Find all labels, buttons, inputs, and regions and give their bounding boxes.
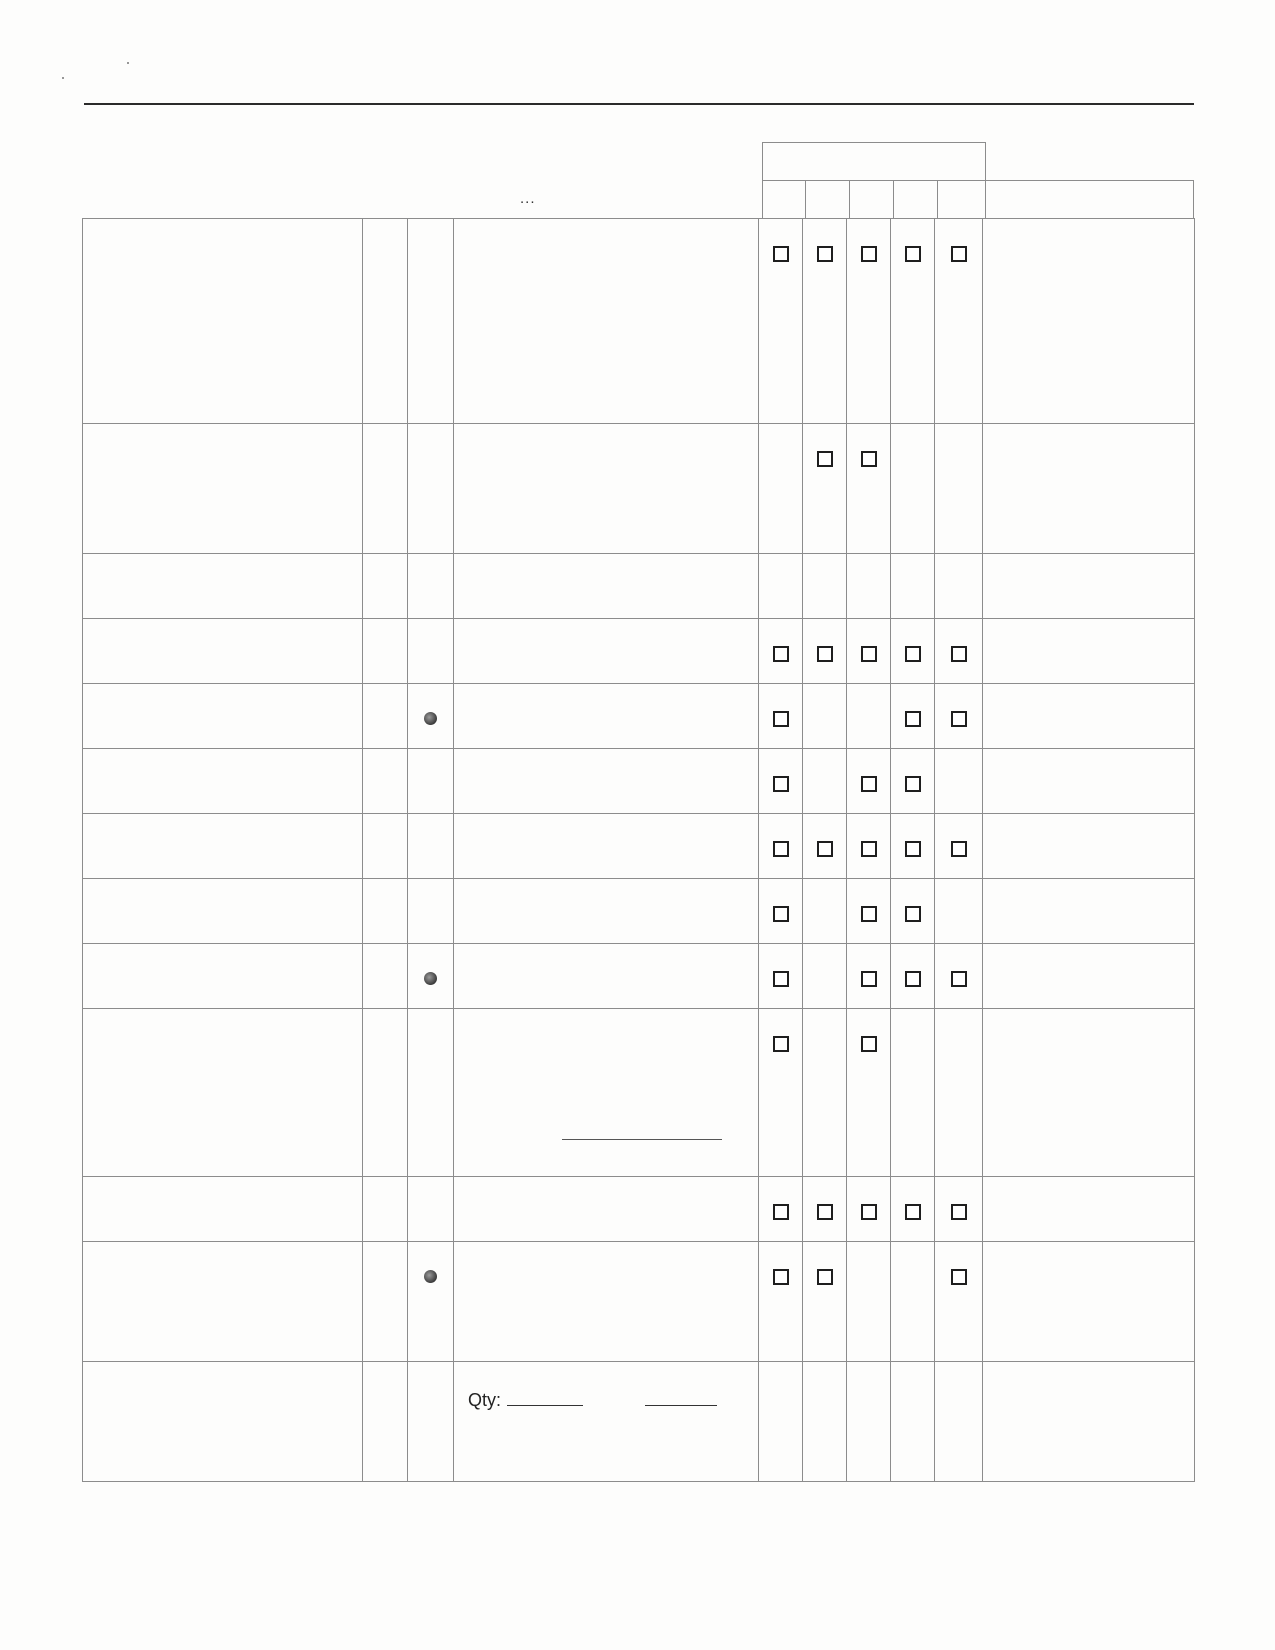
option-cell-3 [847, 879, 891, 944]
checkbox[interactable] [905, 841, 921, 857]
item-cell [83, 619, 363, 684]
options-group-header [762, 142, 986, 180]
description-cell [454, 749, 759, 814]
option-cell-4 [891, 1009, 935, 1177]
option-cell-5 [935, 1177, 983, 1242]
option-cell-5 [935, 219, 983, 424]
option-cell-4 [891, 554, 935, 619]
checkbox[interactable] [861, 841, 877, 857]
notes-cell [983, 424, 1195, 554]
code-cell [363, 814, 408, 879]
option-cell-2 [803, 944, 847, 1009]
notes-cell [983, 1242, 1195, 1362]
item-cell [83, 554, 363, 619]
option-cell-4 [891, 1177, 935, 1242]
checkbox[interactable] [905, 776, 921, 792]
option-cell-2 [803, 879, 847, 944]
checkbox[interactable] [773, 1269, 789, 1285]
option-cell-5 [935, 424, 983, 554]
item-cell [83, 814, 363, 879]
table-row [83, 219, 1195, 424]
option-cell-1 [759, 1362, 803, 1482]
option-cell-5 [935, 619, 983, 684]
code-cell [363, 1362, 408, 1482]
item-cell [83, 424, 363, 554]
checkbox[interactable] [861, 1036, 877, 1052]
indicator-cell [408, 1362, 454, 1482]
description-cell [454, 684, 759, 749]
checkbox[interactable] [951, 646, 967, 662]
option-cell-4 [891, 219, 935, 424]
checkbox[interactable] [773, 906, 789, 922]
checkbox[interactable] [773, 841, 789, 857]
option-cell-2 [803, 814, 847, 879]
qty-blank-line[interactable] [507, 1405, 583, 1406]
checkbox[interactable] [951, 841, 967, 857]
description-cell [454, 944, 759, 1009]
checkbox[interactable] [773, 1036, 789, 1052]
option-cell-5 [935, 1362, 983, 1482]
notes-cell [983, 814, 1195, 879]
table-row [83, 1009, 1195, 1177]
option-cell-3 [847, 1009, 891, 1177]
option-cell-2 [803, 749, 847, 814]
table-row [83, 749, 1195, 814]
notes-cell [983, 749, 1195, 814]
code-cell [363, 684, 408, 749]
option-cell-5 [935, 1009, 983, 1177]
option-cell-5 [935, 944, 983, 1009]
option-cell-4 [891, 619, 935, 684]
checkbox[interactable] [905, 1204, 921, 1220]
option-cell-1 [759, 749, 803, 814]
checkbox[interactable] [773, 776, 789, 792]
indicator-cell [408, 944, 454, 1009]
option-cell-2 [803, 1242, 847, 1362]
checkbox[interactable] [905, 971, 921, 987]
option-cell-3 [847, 814, 891, 879]
table-row [83, 944, 1195, 1009]
option-cell-5 [935, 1242, 983, 1362]
option-column-header-3 [850, 180, 894, 218]
code-cell [363, 944, 408, 1009]
description-cell [454, 1362, 759, 1482]
description-cell [454, 1242, 759, 1362]
option-cell-2 [803, 219, 847, 424]
option-cell-1 [759, 1009, 803, 1177]
option-cell-2 [803, 1177, 847, 1242]
option-cell-4 [891, 879, 935, 944]
option-cell-3 [847, 684, 891, 749]
scan-speck [127, 62, 129, 64]
option-cell-5 [935, 554, 983, 619]
form-table [82, 218, 1195, 1482]
item-cell [83, 684, 363, 749]
indicator-cell [408, 684, 454, 749]
notes-cell [983, 1177, 1195, 1242]
item-cell [83, 749, 363, 814]
option-cell-1 [759, 219, 803, 424]
code-cell [363, 619, 408, 684]
checkbox[interactable] [817, 246, 833, 262]
option-cell-1 [759, 814, 803, 879]
notes-cell [983, 219, 1195, 424]
item-cell [83, 944, 363, 1009]
checkbox[interactable] [951, 246, 967, 262]
checkbox[interactable] [861, 1204, 877, 1220]
indicator-cell [408, 1009, 454, 1177]
checkbox[interactable] [861, 646, 877, 662]
option-cell-3 [847, 424, 891, 554]
notes-cell [983, 1009, 1195, 1177]
table-row [83, 879, 1195, 944]
option-cell-1 [759, 619, 803, 684]
description-cell [454, 1177, 759, 1242]
notes-cell [983, 554, 1195, 619]
option-column-header-2 [806, 180, 850, 218]
indicator-cell [408, 619, 454, 684]
qty-label: Qty: [468, 1390, 502, 1410]
notes-cell [983, 944, 1195, 1009]
table-row [83, 1362, 1195, 1482]
option-cell-5 [935, 814, 983, 879]
option-cell-4 [891, 684, 935, 749]
checkbox[interactable] [861, 776, 877, 792]
checkbox[interactable] [951, 971, 967, 987]
checkbox[interactable] [861, 906, 877, 922]
option-cell-2 [803, 619, 847, 684]
option-cell-3 [847, 1177, 891, 1242]
option-cell-2 [803, 1362, 847, 1482]
notes-cell [983, 619, 1195, 684]
checkbox[interactable] [773, 646, 789, 662]
option-cell-3 [847, 619, 891, 684]
table-row [83, 554, 1195, 619]
item-cell [83, 1242, 363, 1362]
code-cell [363, 1177, 408, 1242]
secondary-blank-line[interactable] [645, 1405, 717, 1406]
code-cell [363, 424, 408, 554]
indicator-cell [408, 1242, 454, 1362]
notes-cell [983, 879, 1195, 944]
description-cell [454, 219, 759, 424]
option-cell-4 [891, 749, 935, 814]
option-cell-5 [935, 749, 983, 814]
option-cell-4 [891, 424, 935, 554]
description-cell [454, 1009, 759, 1177]
indicator-cell [408, 1177, 454, 1242]
option-cell-4 [891, 1362, 935, 1482]
indicator-dot-icon [424, 972, 437, 985]
option-cell-1 [759, 554, 803, 619]
checkbox[interactable] [905, 711, 921, 727]
option-cell-2 [803, 424, 847, 554]
option-column-header-4 [894, 180, 938, 218]
option-cell-2 [803, 554, 847, 619]
table-row [83, 684, 1195, 749]
option-cell-4 [891, 944, 935, 1009]
header-rule [84, 103, 1194, 105]
option-cell-3 [847, 749, 891, 814]
table-row [83, 814, 1195, 879]
checkbox[interactable] [817, 1269, 833, 1285]
indicator-cell [408, 814, 454, 879]
code-cell [363, 879, 408, 944]
option-cell-3 [847, 944, 891, 1009]
option-cell-1 [759, 944, 803, 1009]
description-cell [454, 619, 759, 684]
notes-cell [983, 1362, 1195, 1482]
option-cell-1 [759, 879, 803, 944]
qty-field[interactable] [468, 1390, 758, 1411]
table-row [83, 619, 1195, 684]
item-cell [83, 1177, 363, 1242]
code-cell [363, 749, 408, 814]
indicator-dot-icon [424, 1270, 437, 1283]
table-row [83, 1177, 1195, 1242]
notes-column-header [986, 180, 1194, 218]
indicator-cell [408, 749, 454, 814]
notes-cell [983, 684, 1195, 749]
item-cell [83, 1362, 363, 1482]
code-cell [363, 1009, 408, 1177]
table-row [83, 424, 1195, 554]
option-cell-2 [803, 684, 847, 749]
item-cell [83, 219, 363, 424]
checkbox[interactable] [773, 711, 789, 727]
code-cell [363, 1242, 408, 1362]
description-cell [454, 424, 759, 554]
option-cell-1 [759, 1177, 803, 1242]
checkbox[interactable] [905, 246, 921, 262]
option-cell-2 [803, 1009, 847, 1177]
checkbox[interactable] [861, 971, 877, 987]
checkbox[interactable] [951, 1204, 967, 1220]
checkbox[interactable] [861, 246, 877, 262]
checkbox[interactable] [773, 246, 789, 262]
checkbox[interactable] [905, 646, 921, 662]
option-cell-4 [891, 1242, 935, 1362]
option-cell-3 [847, 554, 891, 619]
checkbox[interactable] [951, 711, 967, 727]
table-row [83, 1242, 1195, 1362]
description-cell [454, 879, 759, 944]
checkbox[interactable] [817, 646, 833, 662]
indicator-dot-icon [424, 712, 437, 725]
indicator-cell [408, 424, 454, 554]
option-cell-1 [759, 684, 803, 749]
checkbox[interactable] [817, 451, 833, 467]
checkbox[interactable] [773, 1204, 789, 1220]
option-cell-3 [847, 1242, 891, 1362]
indicator-cell [408, 879, 454, 944]
description-cell [454, 554, 759, 619]
option-cell-1 [759, 424, 803, 554]
description-cell [454, 814, 759, 879]
checkbox[interactable] [773, 971, 789, 987]
option-cell-1 [759, 1242, 803, 1362]
option-column-header-1 [762, 180, 806, 218]
checkbox[interactable] [905, 906, 921, 922]
checkbox[interactable] [951, 1269, 967, 1285]
checkbox[interactable] [817, 1204, 833, 1220]
item-cell [83, 1009, 363, 1177]
fill-in-blank-line[interactable] [562, 1139, 722, 1140]
indicator-cell [408, 219, 454, 424]
option-cell-3 [847, 1362, 891, 1482]
option-cell-4 [891, 814, 935, 879]
option-cell-5 [935, 684, 983, 749]
indicator-cell [408, 554, 454, 619]
option-column-header-5 [938, 180, 986, 218]
option-cell-3 [847, 219, 891, 424]
option-cell-5 [935, 879, 983, 944]
code-cell [363, 219, 408, 424]
checkbox[interactable] [817, 841, 833, 857]
code-cell [363, 554, 408, 619]
scan-speck [62, 77, 64, 79]
checkbox[interactable] [861, 451, 877, 467]
header-ellipsis: ... [520, 190, 536, 207]
item-cell [83, 879, 363, 944]
